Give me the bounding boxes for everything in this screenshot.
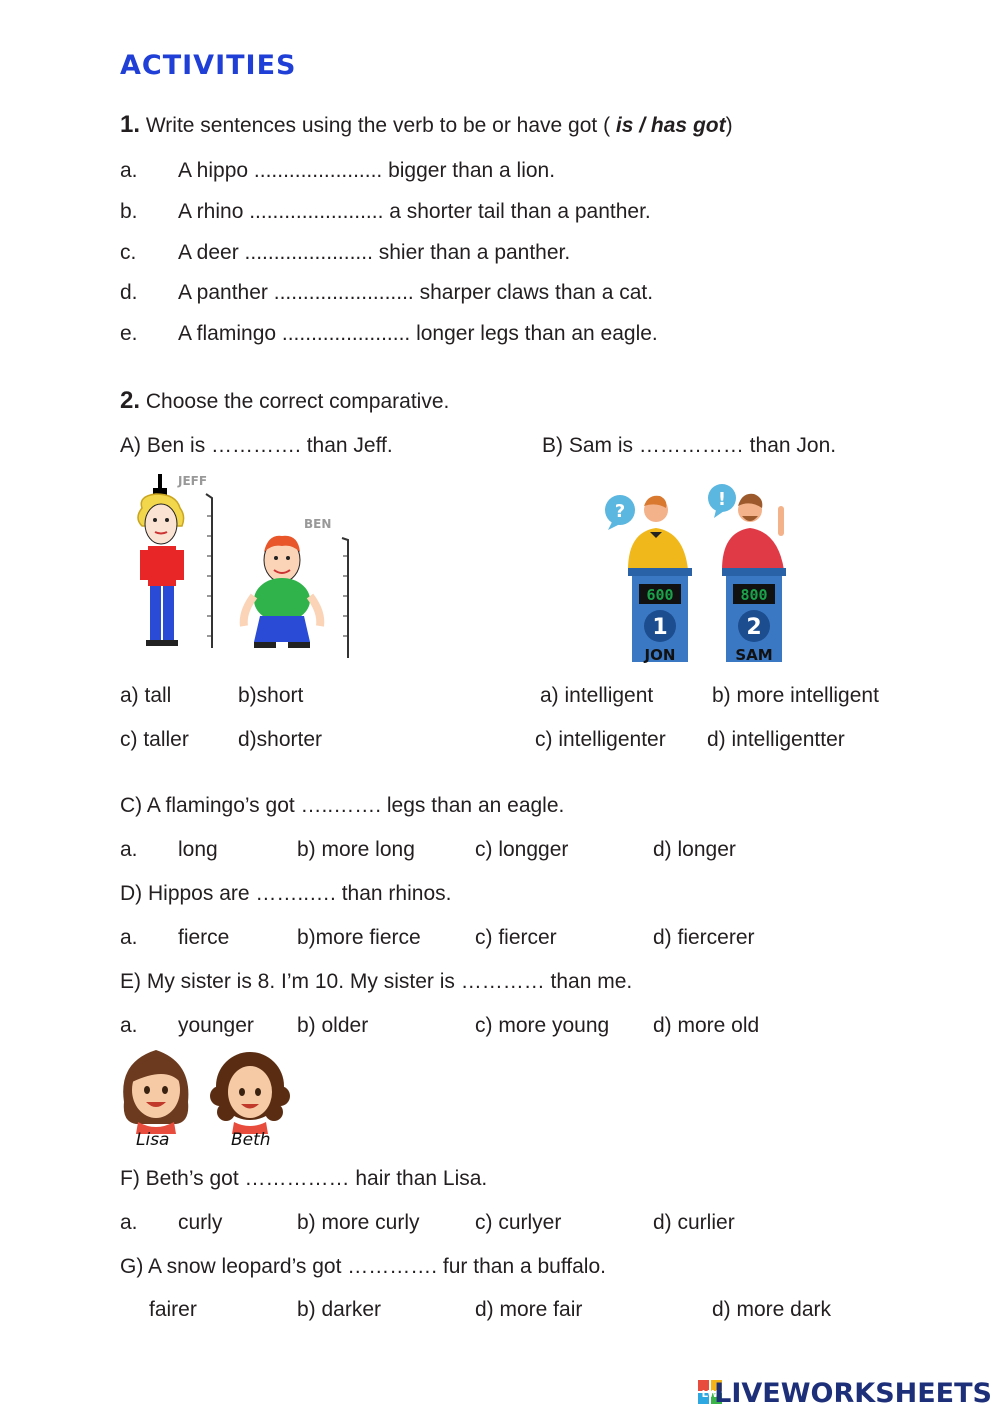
q2-G-option-d: d) more dark (712, 1298, 832, 1321)
q2-E-option-d: d) more old (653, 1014, 760, 1037)
ben-figure (244, 536, 321, 648)
q2-G-option-c: d) more fair (475, 1298, 583, 1321)
q2-F-question: F) Beth’s got …………… hair than Lisa. (120, 1167, 488, 1190)
q2-B-option-a: a) intelligent (540, 684, 654, 707)
ben-height-ruler (342, 538, 348, 658)
q2-B-option-c: c) intelligenter (535, 728, 666, 751)
q2-D-option-d: d) fiercerer (653, 926, 755, 949)
q2-E-option-letter: a. (120, 1014, 138, 1037)
q1-item-d-text: A panther ........................ sharper claws than a cat. (178, 281, 654, 304)
q2-number: 2. (120, 387, 141, 414)
jeff-ben-illustration (128, 466, 368, 671)
q1-item-c-text: A deer ...................... shier than a panther. (178, 241, 571, 264)
q2-C-option-b: b) more long (297, 838, 415, 861)
svg-text:!: ! (717, 489, 727, 510)
jon-score: 600 (646, 586, 674, 604)
q2-E-option-c: c) more young (475, 1014, 610, 1037)
q2-F-option-d: d) curlier (653, 1211, 735, 1234)
q2-C-question: C) A flamingo’s got …..……. legs than an eagle. (120, 794, 565, 817)
q2-A-option-c: c) taller (120, 728, 189, 751)
jeff-height-ruler (206, 494, 212, 648)
q2-C-option-letter: a. (120, 838, 138, 861)
page-title: ACTIVITIES (120, 50, 297, 81)
lisa-beth-illustration (116, 1042, 296, 1152)
jon-name: JON (644, 646, 676, 664)
q1-item-b-letter: b. (120, 200, 138, 223)
q2-G-question: G) A snow leopard’s got …………. fur than a buffalo. (120, 1255, 606, 1278)
q1-instruction (120, 111, 733, 139)
q2-instruction-text: Choose the correct comparative. (145, 390, 450, 413)
lisa-label: Lisa (136, 1130, 170, 1150)
exclamation-bubble-icon (708, 484, 736, 518)
q2-D-option-letter: a. (120, 926, 138, 949)
sam-number: 2 (746, 615, 762, 640)
question-bubble-icon (605, 495, 635, 530)
q2-E-option-a: younger (178, 1014, 254, 1037)
q1-item-c-letter: c. (120, 241, 137, 264)
q1-item-e-letter: e. (120, 322, 138, 345)
quiz-show-illustration (598, 482, 798, 668)
q1-number: 1. (120, 111, 141, 138)
beth-avatar (210, 1052, 290, 1134)
q1-item-b-text: A rhino ....................... a shorter tail than a panther. (178, 200, 651, 223)
beth-label: Beth (231, 1130, 271, 1150)
q2-E-question: E) My sister is 8. I’m 10. My sister is ………… than me. (120, 970, 633, 993)
q2-D-question: D) Hippos are ……..…. than rhinos. (120, 882, 452, 905)
q2-E-option-b: b) older (297, 1014, 369, 1037)
q2-A-option-d: d)shorter (238, 728, 323, 751)
logo-badge-text: LW (701, 1389, 719, 1400)
q1-close-paren: ) (725, 114, 733, 137)
q2-C-option-a: long (178, 838, 218, 861)
q2-D-option-c: c) fiercer (475, 926, 557, 949)
q2-A-question: A) Ben is …………. than Jeff. (120, 434, 393, 457)
jeff-label: JEFF (178, 474, 208, 488)
svg-text:?: ? (614, 501, 626, 522)
q2-C-option-c: c) longger (475, 838, 569, 861)
q2-F-option-a: curly (178, 1211, 223, 1234)
q2-D-option-a: fierce (178, 926, 230, 949)
q2-A-option-a: a) tall (120, 684, 172, 707)
q2-B-question: B) Sam is …………… than Jon. (542, 434, 837, 457)
jeff-figure (138, 474, 184, 646)
q2-G-option-b: b) darker (297, 1298, 382, 1321)
jon-number: 1 (652, 615, 668, 640)
jon-contestant (628, 496, 688, 570)
q2-B-option-d: d) intelligentter (707, 728, 845, 751)
sam-score: 800 (740, 586, 768, 604)
q2-instruction (120, 387, 449, 415)
q1-item-a-text: A hippo ...................... bigger than a lion. (178, 159, 556, 182)
sam-name: SAM (735, 646, 773, 664)
liveworksheets-logo[interactable]: LIVEWORKSHEETS (714, 1378, 992, 1409)
q2-F-option-c: c) curlyer (475, 1211, 562, 1234)
q1-item-d-letter: d. (120, 281, 138, 304)
q2-A-option-b: b)short (238, 684, 304, 707)
q2-G-option-a: fairer (149, 1298, 197, 1321)
q1-item-a-letter: a. (120, 159, 138, 182)
q2-F-option-letter: a. (120, 1211, 138, 1234)
q2-F-option-b: b) more curly (297, 1211, 420, 1234)
q2-C-option-d: d) longer (653, 838, 736, 861)
q1-item-e-text: A flamingo ...................... longer legs than an eagle. (178, 322, 658, 345)
q1-instruction-text: Write sentences using the verb to be or have got ( (145, 114, 616, 137)
ben-label: BEN (304, 517, 332, 531)
q2-D-option-b: b)more fierce (297, 926, 421, 949)
q1-emphasis: is / has got (615, 114, 726, 137)
lisa-avatar (123, 1050, 188, 1134)
q2-B-option-b: b) more intelligent (712, 684, 879, 707)
